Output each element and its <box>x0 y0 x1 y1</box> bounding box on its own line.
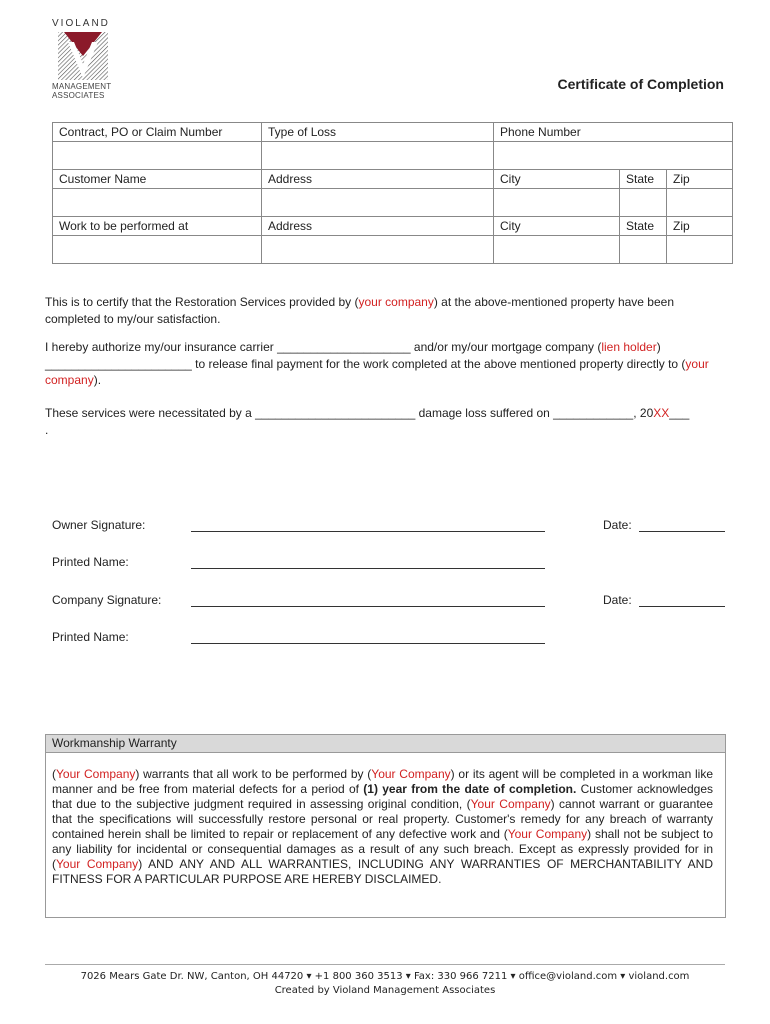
warranty-bold-period: (1) year from the date of completion. <box>363 782 577 796</box>
field-work-address[interactable] <box>262 236 494 264</box>
warranty-box <box>45 734 726 918</box>
label-type-of-loss: Type of Loss <box>262 123 494 142</box>
para3-text-b: ___ <box>669 406 690 420</box>
warranty-company-4: Your Company <box>507 827 588 841</box>
owner-printed-name-label: Printed Name: <box>52 555 129 569</box>
warranty-company-3: Your Company <box>470 797 551 811</box>
document-title: Certificate of Completion <box>557 76 724 92</box>
warranty-company-1: Your Company <box>56 767 136 781</box>
para3-year-xx: XX <box>653 406 670 420</box>
para2-text-a: I hereby authorize my/our insurance carrier ____________________ and/or my/our mortgage company ( <box>45 340 602 354</box>
warranty-text-3: Customer acknowledges that due to the subjective judgment required in assessing original condition, ( <box>52 782 713 811</box>
warranty-text-4: ) cannot warrant or guarantee that the specifications will successfully restore personal or real property. Customer's remedy for any breach of warranty contained herein shall be limited to repair or replacement of any defective work and ( <box>52 797 714 841</box>
footer-credit-line: Created by Violand Management Associates <box>274 985 496 996</box>
field-work-state[interactable] <box>620 236 667 264</box>
field-customer-zip[interactable] <box>667 189 733 217</box>
certification-paragraph <box>45 294 725 327</box>
label-customer-city: City <box>494 170 620 189</box>
owner-signature-label: Owner Signature: <box>52 518 146 532</box>
field-work-location[interactable] <box>53 236 262 264</box>
warranty-company-2: Your Company <box>371 767 451 781</box>
label-customer-zip: Zip <box>667 170 733 189</box>
company-signature-label: Company Signature: <box>52 593 162 607</box>
services-paragraph <box>45 405 725 438</box>
info-table <box>52 122 733 264</box>
owner-signature-line[interactable] <box>191 531 545 532</box>
owner-printed-name-line[interactable] <box>191 568 545 569</box>
logo-brand-text: VIOLAND <box>52 18 110 29</box>
para1-your-company: your company <box>358 295 434 309</box>
label-customer-address: Address <box>262 170 494 189</box>
para1-text-b: ) at the above-mentioned property have been completed to my/our satisfaction. <box>45 295 675 326</box>
warranty-text: (Your Company) warrants that all work to be performed by (Your Company) or its agent will be completed in a workman like manner and be free from material defects for a period of (1) year from the date of completion. Customer acknowledges that due to the subjective judgment required in assessing original condition, (Your Company) cannot warrant or guarantee that the specifications will successfully restore personal or real property. Customer's remedy for any breach of warranty contained herein shall be limited to repair or replacement of any defective work and (Your Company) shall not be subject to any liability for incidental or consequential damages as a result of any such breach. Except as expressly provided for in (Your Company) AND ANY AND ALL WARRANTIES, INCLUDING ANY WARRANTIES OF MERCHANTABILITY AND FITNESS FOR A PARTICULAR PURPOSE ARE HEREBY DISCLAIMED. <box>52 767 714 886</box>
label-work-city: City <box>494 217 620 236</box>
para3-text-a: These services were necessitated by a ________________________ damage loss suffered on ____________, 20 <box>45 406 654 420</box>
company-logo <box>52 18 122 104</box>
para2-your-company: your company <box>45 356 709 387</box>
field-contract-number[interactable] <box>53 142 262 170</box>
warranty-text-5: ) shall not be subject to any liability for incidental or consequential damages as a result of any such breach. Except as expressly provided for in ( <box>52 827 714 871</box>
field-customer-state[interactable] <box>620 189 667 217</box>
field-phone-number[interactable] <box>494 142 733 170</box>
owner-date-line[interactable] <box>639 531 725 532</box>
field-customer-name[interactable] <box>53 189 262 217</box>
label-work-address: Address <box>262 217 494 236</box>
para2-lien-holder: lien holder <box>601 340 657 354</box>
para2-text-b: ) ______________________ to release final payment for the work completed at the above mentioned property directly to ( <box>45 340 686 371</box>
field-customer-city[interactable] <box>494 189 620 217</box>
warranty-text-1: ) warrants that all work to be performed by ( <box>135 767 372 781</box>
label-customer-name: Customer Name <box>53 170 262 189</box>
field-type-of-loss[interactable] <box>262 142 494 170</box>
warranty-text-2: ) or its agent will be completed in a workman like manner and be free from material defects for a period of <box>52 767 714 796</box>
label-phone-number: Phone Number <box>494 123 733 142</box>
company-date-line[interactable] <box>639 606 725 607</box>
owner-date-label: Date: <box>603 518 632 532</box>
authorization-paragraph <box>45 339 725 389</box>
field-customer-address[interactable] <box>262 189 494 217</box>
company-signature-line[interactable] <box>191 606 545 607</box>
label-work-location: Work to be performed at <box>53 217 262 236</box>
para3-dot: . <box>45 422 49 437</box>
footer-contact-line: 7026 Mears Gate Dr. NW, Canton, OH 44720 ▾ +1 800 360 3513 ▾ Fax: 330 966 7211 ▾ office@violand.com ▾ violand.com <box>80 971 690 982</box>
label-work-state: State <box>620 217 667 236</box>
logo-sub-line1: MANAGEMENT <box>52 82 112 91</box>
para2-text-c: ). <box>93 373 102 387</box>
warranty-text-6: ) AND ANY AND ALL WARRANTIES, INCLUDING ANY WARRANTIES OF MERCHANTABILITY AND FITNESS FOR A PARTICULAR PURPOSE ARE HEREBY DISCLAIMED. <box>52 857 714 886</box>
field-work-zip[interactable] <box>667 236 733 264</box>
company-printed-name-line[interactable] <box>191 643 545 644</box>
company-date-label: Date: <box>603 593 632 607</box>
logo-v-mark-icon <box>58 32 116 82</box>
field-work-city[interactable] <box>494 236 620 264</box>
warranty-company-5: Your Company <box>56 857 139 871</box>
label-customer-state: State <box>620 170 667 189</box>
logo-sub-line2: ASSOCIATES <box>52 91 105 100</box>
footer-divider <box>45 964 725 965</box>
company-printed-name-label: Printed Name: <box>52 630 129 644</box>
warranty-header: Workmanship Warranty <box>46 735 725 753</box>
label-contract-number: Contract, PO or Claim Number <box>53 123 262 142</box>
para1-text-a: This is to certify that the Restoration Services provided by ( <box>45 295 359 309</box>
label-work-zip: Zip <box>667 217 733 236</box>
